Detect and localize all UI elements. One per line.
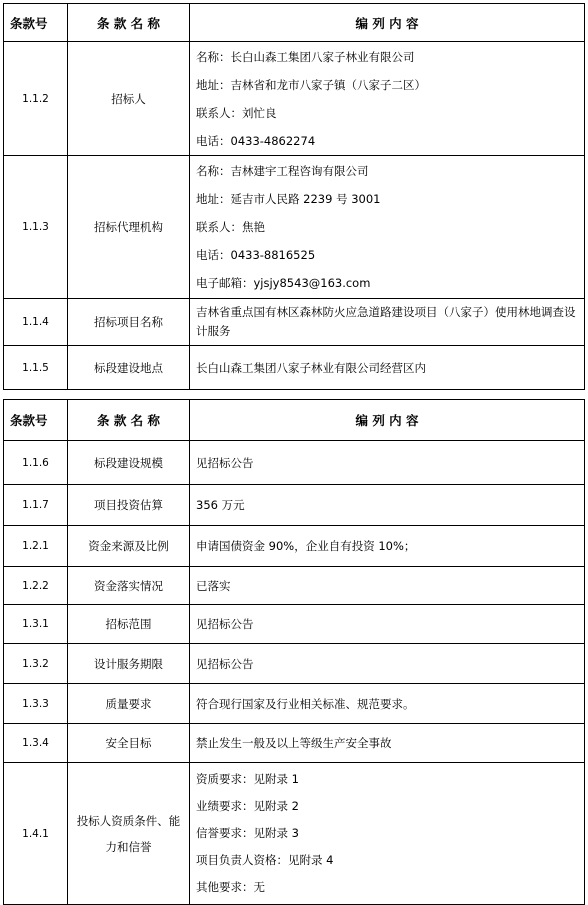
clause-number: 1.2.1 — [4, 526, 68, 567]
clause-name: 招标项目名称 — [68, 299, 190, 346]
clause-number: 1.1.3 — [4, 156, 68, 299]
content-line: 长白山森工集团八家子林业有限公司经营区内 — [196, 360, 426, 375]
content-line: 业绩要求：见附录 2 — [196, 799, 299, 813]
content-line: 禁止发生一般及以上等级生产安全事故 — [196, 736, 392, 750]
content-line: 项目负责人资格：见附录 4 — [196, 853, 334, 867]
content-line: 见招标公告 — [196, 656, 254, 671]
clause-name: 招标范围 — [68, 605, 190, 644]
header-clause-number: 条款号 — [4, 400, 68, 441]
clause-name: 资金来源及比例 — [68, 526, 190, 567]
content-line: 其他要求：无 — [196, 880, 265, 894]
header-clause-name: 条 款 名 称 — [68, 400, 190, 441]
clause-name: 标段建设规模 — [68, 441, 190, 485]
table-row — [4, 684, 585, 724]
clause-number: 1.3.2 — [4, 644, 68, 684]
clause-content — [190, 299, 585, 346]
clause-number: 1.3.4 — [4, 724, 68, 763]
content-line: 见招标公告 — [196, 455, 254, 470]
clause-number: 1.1.4 — [4, 299, 68, 346]
clause-name: 招标代理机构 — [68, 156, 190, 299]
header-clause-number: 条款号 — [4, 4, 68, 42]
clause-number: 1.3.1 — [4, 605, 68, 644]
clause-name: 资金落实情况 — [68, 567, 190, 605]
clause-name: 标段建设地点 — [68, 346, 190, 390]
content-line: 联系人：焦艳 — [196, 220, 265, 234]
table-header-row — [4, 4, 585, 42]
clause-number: 1.1.2 — [4, 42, 68, 156]
clause-content — [190, 526, 585, 567]
header-clause-name: 条 款 名 称 — [68, 4, 190, 42]
content-line: 吉林省重点国有林区森林防火应急道路建设项目（八家子）使用林地调查设计服务 — [196, 305, 576, 338]
table-row — [4, 644, 585, 684]
clause-number: 1.1.6 — [4, 441, 68, 485]
content-line: 资质要求：见附录 1 — [196, 772, 299, 786]
clause-content — [190, 724, 585, 763]
table-row — [4, 346, 585, 390]
clause-content — [190, 567, 585, 605]
table-row — [4, 156, 585, 299]
content-line: 356 万元 — [196, 498, 245, 512]
content-line: 地址：延吉市人民路 2239 号 3001 — [196, 192, 381, 206]
content-line: 信誉要求：见附录 3 — [196, 826, 299, 840]
clause-content — [190, 156, 585, 299]
content-line: 已落实 — [196, 578, 231, 593]
content-line: 符合现行国家及行业相关标准、规范要求。 — [196, 696, 415, 711]
table-header-row — [4, 400, 585, 441]
content-line: 申请国债资金 90%，企业自有投资 10%； — [196, 539, 416, 553]
clause-content — [190, 763, 585, 905]
table-row — [4, 605, 585, 644]
clause-name: 投标人资质条件、能力和信誉 — [68, 763, 190, 905]
clause-content — [190, 42, 585, 156]
clause-name: 项目投资估算 — [68, 485, 190, 526]
page-break-gap — [0, 391, 588, 399]
clause-content — [190, 684, 585, 724]
clause-table-1 — [3, 3, 585, 390]
content-line: 地址：吉林省和龙市八家子镇（八家子二区） — [196, 77, 426, 92]
content-line: 电子邮箱：yjsjy8543@163.com — [196, 276, 371, 290]
clause-number: 1.2.2 — [4, 567, 68, 605]
clause-name: 招标人 — [68, 42, 190, 156]
table-row — [4, 299, 585, 346]
content-line: 电话：0433-4862274 — [196, 133, 316, 148]
clause-content — [190, 485, 585, 526]
clause-name: 安全目标 — [68, 724, 190, 763]
clause-name: 设计服务期限 — [68, 644, 190, 684]
table-row — [4, 567, 585, 605]
clause-content — [190, 605, 585, 644]
header-content: 编 列 内 容 — [190, 4, 585, 42]
clause-content — [190, 644, 585, 684]
content-line: 联系人：刘忙良 — [196, 105, 277, 120]
content-line: 见招标公告 — [196, 617, 254, 631]
content-line: 名称：吉林建宇工程咨询有限公司 — [196, 164, 369, 178]
table-row — [4, 441, 585, 485]
header-content: 编 列 内 容 — [190, 400, 585, 441]
clause-name: 质量要求 — [68, 684, 190, 724]
content-line: 名称：长白山森工集团八家子林业有限公司 — [196, 49, 415, 64]
table-row — [4, 724, 585, 763]
table-row — [4, 526, 585, 567]
table-row — [4, 485, 585, 526]
clause-content — [190, 441, 585, 485]
table-row — [4, 763, 585, 905]
content-line: 电话：0433-8816525 — [196, 248, 316, 262]
clause-table-2 — [3, 399, 585, 905]
table-row — [4, 42, 585, 156]
clause-number: 1.1.5 — [4, 346, 68, 390]
clause-number: 1.4.1 — [4, 763, 68, 905]
clause-number: 1.1.7 — [4, 485, 68, 526]
clause-content — [190, 346, 585, 390]
clause-number: 1.3.3 — [4, 684, 68, 724]
